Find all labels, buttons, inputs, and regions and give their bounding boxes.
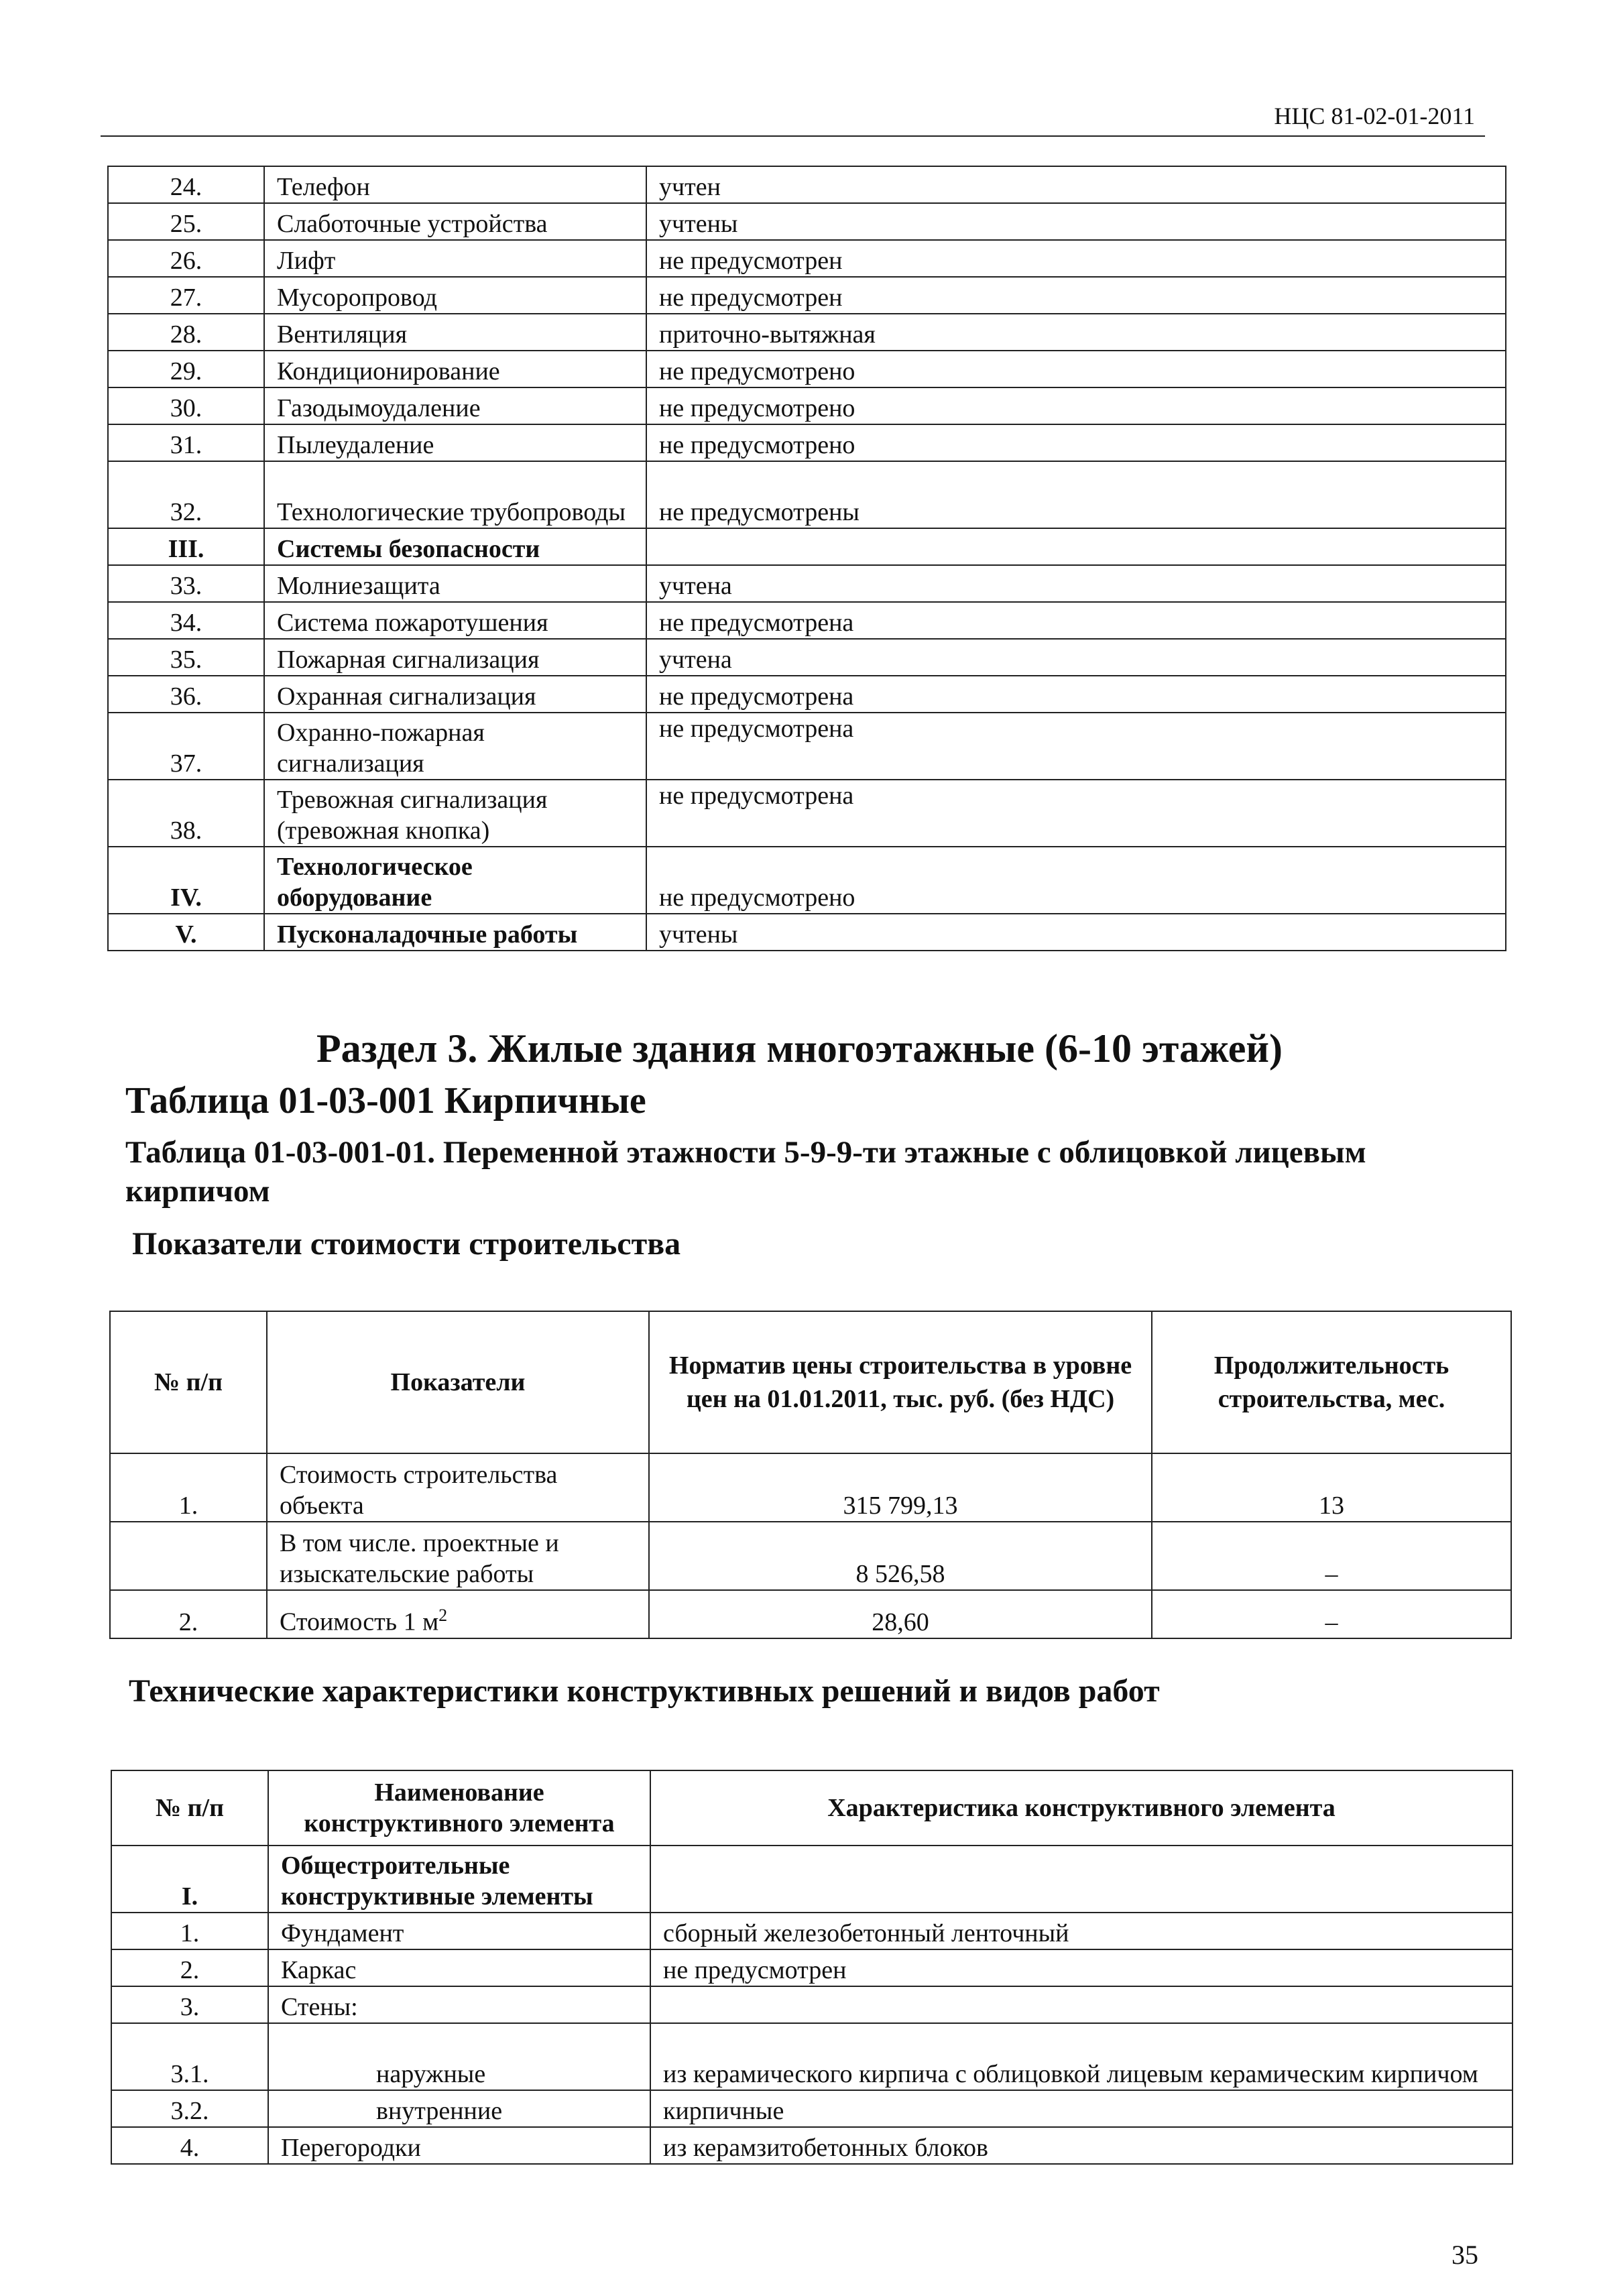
row-number: 3. [111, 1986, 268, 2023]
row-name: Телефон [264, 166, 646, 203]
table-row [108, 461, 1506, 528]
header-characteristic: Характеристика конструктивного элемента [650, 1770, 1513, 1846]
row-indicator [267, 1590, 649, 1638]
table-header-row [111, 1770, 1513, 1846]
table-row [110, 1522, 1511, 1590]
row-name: Тревожная сигнализация (тревожная кнопка) [264, 780, 646, 847]
table-row [108, 203, 1506, 240]
table-row [108, 240, 1506, 277]
row-number: 31. [108, 424, 264, 461]
table-row [111, 2127, 1513, 2164]
table-row [108, 565, 1506, 602]
row-name: Пожарная сигнализация [264, 639, 646, 676]
section-title: Раздел 3. Жилые здания многоэтажные (6-10 этажей) [316, 1026, 1283, 1071]
row-value: не предусмотрена [646, 713, 1506, 780]
row-price: 8 526,58 [649, 1522, 1152, 1590]
row-value: не предусмотрена [646, 676, 1506, 713]
row-value: не предусмотрено [646, 351, 1506, 387]
row-name: Система пожаротушения [264, 602, 646, 639]
table-row-section [108, 528, 1506, 565]
table-subtitle: Таблица 01-03-001-01. Переменной этажности 5-9-9-ти этажные с облицовкой лицевым кирпичом [125, 1135, 1366, 1209]
indicator-text: Стоимость 1 м [280, 1608, 439, 1636]
table-row [108, 639, 1506, 676]
unit-superscript: 2 [438, 1606, 448, 1626]
row-number [110, 1522, 267, 1590]
row-number: 1. [110, 1453, 267, 1522]
row-characteristic: кирпичные [650, 2090, 1513, 2127]
header-indicator: Показатели [267, 1311, 649, 1453]
row-indicator: В том числе. проектные и изыскательские работы [267, 1522, 649, 1590]
row-value: не предусмотрена [646, 780, 1506, 847]
header-num: № п/п [110, 1311, 267, 1453]
row-characteristic: из керамического кирпича с облицовкой лицевым керамическим кирпичом [650, 2023, 1513, 2090]
table-row [111, 2090, 1513, 2127]
row-element: Фундамент [268, 1913, 650, 1949]
table-row-section [108, 914, 1506, 951]
row-value [646, 528, 1506, 565]
header-price: Норматив цены строительства в уровне цен на 01.01.2011, тыс. руб. (без НДС) [649, 1311, 1152, 1453]
row-number: IV. [108, 847, 264, 914]
row-element: Стены: [268, 1986, 650, 2023]
row-name: Пылеудаление [264, 424, 646, 461]
row-number: 30. [108, 387, 264, 424]
row-characteristic: сборный железобетонный ленточный [650, 1913, 1513, 1949]
row-element: внутренние [268, 2090, 650, 2127]
row-number: 28. [108, 314, 264, 351]
row-characteristic [650, 1846, 1513, 1913]
cost-heading: Показатели стоимости строительства [132, 1226, 681, 1262]
table-row [108, 314, 1506, 351]
table-row [111, 1986, 1513, 2023]
header-rule [101, 135, 1485, 137]
row-name: Мусоропровод [264, 277, 646, 314]
row-name: Технологические трубопроводы [264, 461, 646, 528]
row-name: Охранная сигнализация [264, 676, 646, 713]
row-number: 25. [108, 203, 264, 240]
row-value: не предусмотрен [646, 240, 1506, 277]
row-name: Слаботочные устройства [264, 203, 646, 240]
table-row-section [111, 1846, 1513, 1913]
table-row [108, 351, 1506, 387]
row-number: 2. [110, 1590, 267, 1638]
row-name: Лифт [264, 240, 646, 277]
row-characteristic [650, 1986, 1513, 2023]
table-row-section [108, 847, 1506, 914]
row-name: Кондиционирование [264, 351, 646, 387]
row-name: Газодымоудаление [264, 387, 646, 424]
row-value: не предусмотрено [646, 424, 1506, 461]
table-row [110, 1590, 1511, 1638]
table-row [108, 713, 1506, 780]
table-row [111, 1949, 1513, 1986]
row-number: 34. [108, 602, 264, 639]
row-element: Общестроительные конструктивные элементы [268, 1846, 650, 1913]
table-row [111, 1913, 1513, 1949]
table-row [111, 2023, 1513, 2090]
systems-table [107, 166, 1506, 951]
tech-heading: Технические характеристики конструктивных решений и видов работ [129, 1673, 1160, 1709]
row-value: учтены [646, 203, 1506, 240]
row-number: 32. [108, 461, 264, 528]
row-number: 2. [111, 1949, 268, 1986]
row-number: 4. [111, 2127, 268, 2164]
row-value: не предусмотрены [646, 461, 1506, 528]
row-name: Технологическое оборудование [264, 847, 646, 914]
row-number: 35. [108, 639, 264, 676]
row-name: Молниезащита [264, 565, 646, 602]
row-duration: – [1152, 1590, 1511, 1638]
row-element: Перегородки [268, 2127, 650, 2164]
table-header-row [110, 1311, 1511, 1453]
cost-table [109, 1311, 1512, 1639]
row-number: 36. [108, 676, 264, 713]
row-value: учтена [646, 639, 1506, 676]
row-price: 28,60 [649, 1590, 1152, 1638]
row-number: 29. [108, 351, 264, 387]
row-value: учтена [646, 565, 1506, 602]
row-number: 33. [108, 565, 264, 602]
row-number: 38. [108, 780, 264, 847]
row-duration: – [1152, 1522, 1511, 1590]
row-indicator: Стоимость строительства объекта [267, 1453, 649, 1522]
page-number: 35 [1452, 2240, 1478, 2270]
row-element: Каркас [268, 1949, 650, 1986]
row-value: не предусмотрено [646, 387, 1506, 424]
row-number: 24. [108, 166, 264, 203]
row-value: не предусмотрено [646, 847, 1506, 914]
table-row [108, 780, 1506, 847]
table-row [108, 602, 1506, 639]
row-number: 37. [108, 713, 264, 780]
table-row [108, 676, 1506, 713]
row-number: III. [108, 528, 264, 565]
tech-table [111, 1770, 1513, 2165]
row-value: учтен [646, 166, 1506, 203]
row-element: наружные [268, 2023, 650, 2090]
row-number: 3.1. [111, 2023, 268, 2090]
table-row [108, 166, 1506, 203]
row-number: V. [108, 914, 264, 951]
table-title: Таблица 01-03-001 Кирпичные [125, 1080, 646, 1122]
row-number: I. [111, 1846, 268, 1913]
row-price: 315 799,13 [649, 1453, 1152, 1522]
header-num: № п/п [111, 1770, 268, 1846]
table-row [108, 387, 1506, 424]
row-name: Вентиляция [264, 314, 646, 351]
row-number: 26. [108, 240, 264, 277]
row-value: не предусмотрена [646, 602, 1506, 639]
row-number: 3.2. [111, 2090, 268, 2127]
document-code: НЦС 81-02-01-2011 [1274, 103, 1475, 129]
row-name: Системы безопасности [264, 528, 646, 565]
row-duration: 13 [1152, 1453, 1511, 1522]
row-name: Охранно-пожарная сигнализация [264, 713, 646, 780]
row-value: учтены [646, 914, 1506, 951]
row-number: 27. [108, 277, 264, 314]
row-characteristic: не предусмотрен [650, 1949, 1513, 1986]
table-row [110, 1453, 1511, 1522]
header-duration: Продолжительность строительства, мес. [1152, 1311, 1511, 1453]
table-row [108, 277, 1506, 314]
row-value: приточно-вытяжная [646, 314, 1506, 351]
row-number: 1. [111, 1913, 268, 1949]
row-name: Пусконаладочные работы [264, 914, 646, 951]
table-row [108, 424, 1506, 461]
row-characteristic: из керамзитобетонных блоков [650, 2127, 1513, 2164]
row-value: не предусмотрен [646, 277, 1506, 314]
header-element: Наименование конструктивного элемента [268, 1770, 650, 1846]
